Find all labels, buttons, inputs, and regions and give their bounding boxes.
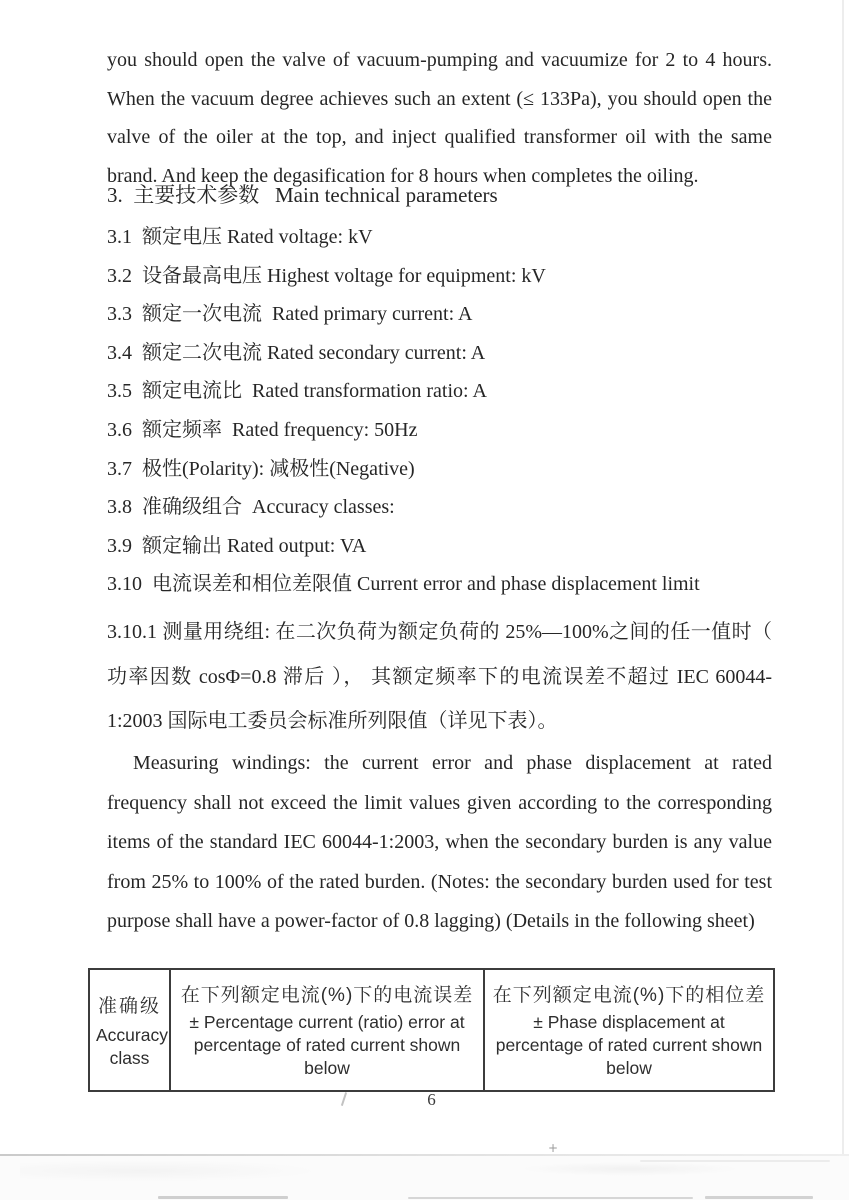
list-item-polarity: 3.7 极性(Polarity): 减极性(Negative) <box>107 457 415 480</box>
table-header-phase-displacement <box>483 970 773 1090</box>
accuracy-class-table <box>88 968 775 1092</box>
section-heading-main-technical-parameters: 3. 主要技术参数 Main technical parameters <box>107 183 498 207</box>
list-item-rated-secondary-current: 3.4 额定二次电流 Rated secondary current: A <box>107 341 486 364</box>
scan-bottom-mark <box>640 1160 830 1162</box>
list-item-accuracy-classes: 3.8 准确级组合 Accuracy classes: <box>107 496 395 519</box>
paragraph-measuring-windings-zh: 3.10.1 测量用绕组: 在二次负荷为额定负荷的 25%—100%之间的任一值时（ 功率因数 cosΦ=0.8 滞后 ）， 其额定频率下的电流误差不超过 IEC 60044-1:2003 国际电工委员会标准所列限值（详见下表）。 <box>107 621 772 732</box>
list-item-current-error-limit: 3.10 电流误差和相位差限值 Current error and phase displacement limit <box>107 573 700 596</box>
list-item-rated-frequency: 3.6 额定频率 Rated frequency: 50Hz <box>107 418 418 441</box>
list-item-rated-output: 3.9 额定输出 Rated output: VA <box>107 534 367 557</box>
list-item-rated-primary-current: 3.3 额定一次电流 Rated primary current: A <box>107 303 473 326</box>
list-item-rated-voltage: 3.1 额定电压 Rated voltage: kV <box>107 226 373 248</box>
scan-bottom-mark <box>158 1196 288 1199</box>
scan-bottom-mark <box>705 1196 813 1199</box>
table-header-current-error-zh: 在下列额定电流(%)下的电流误差 <box>180 985 474 1006</box>
scan-shadow-blob <box>20 1160 320 1182</box>
table-header-current-error-en: ± Percentage current (ratio) error at percentage of rated current shown below <box>189 1012 465 1078</box>
list-item-highest-voltage: 3.2 设备最高电压 Highest voltage for equipment: kV <box>107 264 546 287</box>
paragraph-oiling-procedure: you should open the valve of vacuum-pumping and vacuumize for 2 to 4 hours. When the vacuum degree achieves such an extent (≤ 133Pa), you should open the valve of the oiler at the top, and inject qualified transformer oil with the same brand. And keep the degasification for 8 hours when completes the oiling. <box>107 49 772 187</box>
table-header-accuracy-class-en: Accuracy class <box>96 1024 168 1068</box>
page-number: 6 <box>427 1090 436 1109</box>
table-header-phase-displacement-zh: 在下列额定电流(%)下的相位差 <box>492 985 766 1006</box>
list-item-rated-transformation-ratio: 3.5 额定电流比 Rated transformation ratio: A <box>107 380 487 403</box>
parameter-list <box>107 218 797 604</box>
registration-plus-mark: + <box>548 1141 559 1155</box>
table-header-phase-displacement-en: ± Phase displacement at percentage of rated current shown below <box>495 1012 763 1078</box>
table-header-accuracy-class <box>90 970 169 1090</box>
table-header-accuracy-class-zh: 准确级 <box>97 995 161 1017</box>
scan-edge-right-line <box>842 0 844 1156</box>
scan-bottom-mark <box>408 1197 693 1199</box>
table-header-current-error <box>169 970 483 1090</box>
scan-shadow-blob <box>520 1162 740 1176</box>
paragraph-measuring-windings-en: Measuring windings: the current error and phase displacement at rated frequency shall not exceed the limit values given according to the corresponding items of the standard IEC 60044-1:2003, when the secondary burden is any value from 25% to 100% of the rated burden. (Notes: the secondary burden used for test purpose shall have a power-factor of 0.8 lagging) (Details in the following sheet) <box>107 752 772 933</box>
